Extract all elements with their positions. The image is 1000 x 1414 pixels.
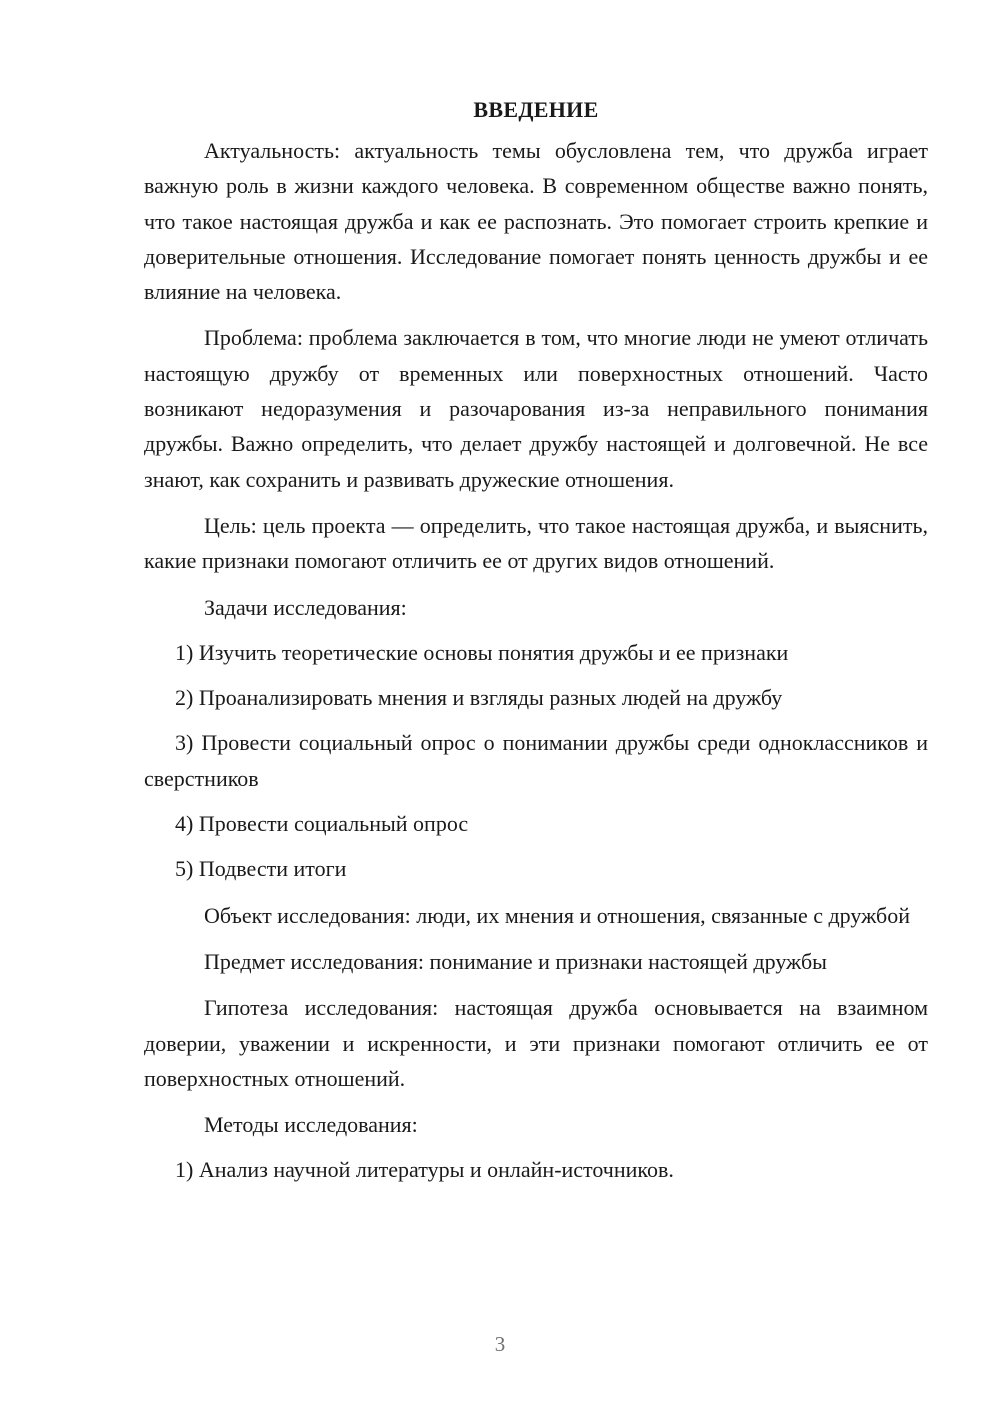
document-title: ВВЕДЕНИЕ — [473, 97, 599, 122]
task-item: 4) Провести социальный опрос — [175, 811, 469, 837]
tasks-heading: Задачи исследования: — [204, 594, 407, 620]
task-item: 1) Изучить теоретические основы понятия дружбы и ее признаки — [175, 639, 789, 665]
page-number: 3 — [494, 1332, 506, 1356]
paragraph-relevance: Актуальность: актуальность темы обусловлена тем, что дружба играет важную роль в жизни каждого человека. В современном обществе важно понять, что такое настоящая дружба и как ее распознать. Это помогает строить крепкие и доверительные отношения. Исследование помогает понять ценность дружбы и ее влияние на человека. — [144, 138, 928, 305]
document-page — [144, 92, 928, 1188]
paragraph-goal: Цель: цель проекта — определить, что такое настоящая дружба, и выяснить, какие признаки помогают отличить ее от других видов отношений. — [144, 512, 928, 574]
task-item: 2) Проанализировать мнения и взгляды разных людей на дружбу — [175, 685, 783, 711]
task-item: 3) Провести социальный опрос о понимании дружбы среди одноклассников и сверстников — [144, 730, 928, 791]
methods-heading: Методы исследования: — [204, 1112, 418, 1138]
paragraph-problem: Проблема: проблема заключается в том, что многие люди не умеют отличать настоящую дружбу от временных или поверхностных отношений. Часто возникают недоразумения и разочарования из-за неправильного понимания дружбы. Важно определить, что делает дружбу настоящей и долговечной. Не все знают, как сохранить и развивать дружеские отношения. — [144, 325, 928, 492]
task-item: 5) Подвести итоги — [175, 856, 347, 882]
paragraph-subject: Предмет исследования: понимание и признаки настоящей дружбы — [204, 948, 827, 974]
paragraph-hypothesis: Гипотеза исследования: настоящая дружба основывается на взаимном доверии, уважении и искренности, и эти признаки помогают отличить ее от поверхностных отношений. — [144, 995, 928, 1091]
paragraph-object: Объект исследования: люди, их мнения и отношения, связанные с дружбой — [204, 902, 910, 928]
method-item: 1) Анализ научной литературы и онлайн-источников. — [175, 1157, 674, 1183]
